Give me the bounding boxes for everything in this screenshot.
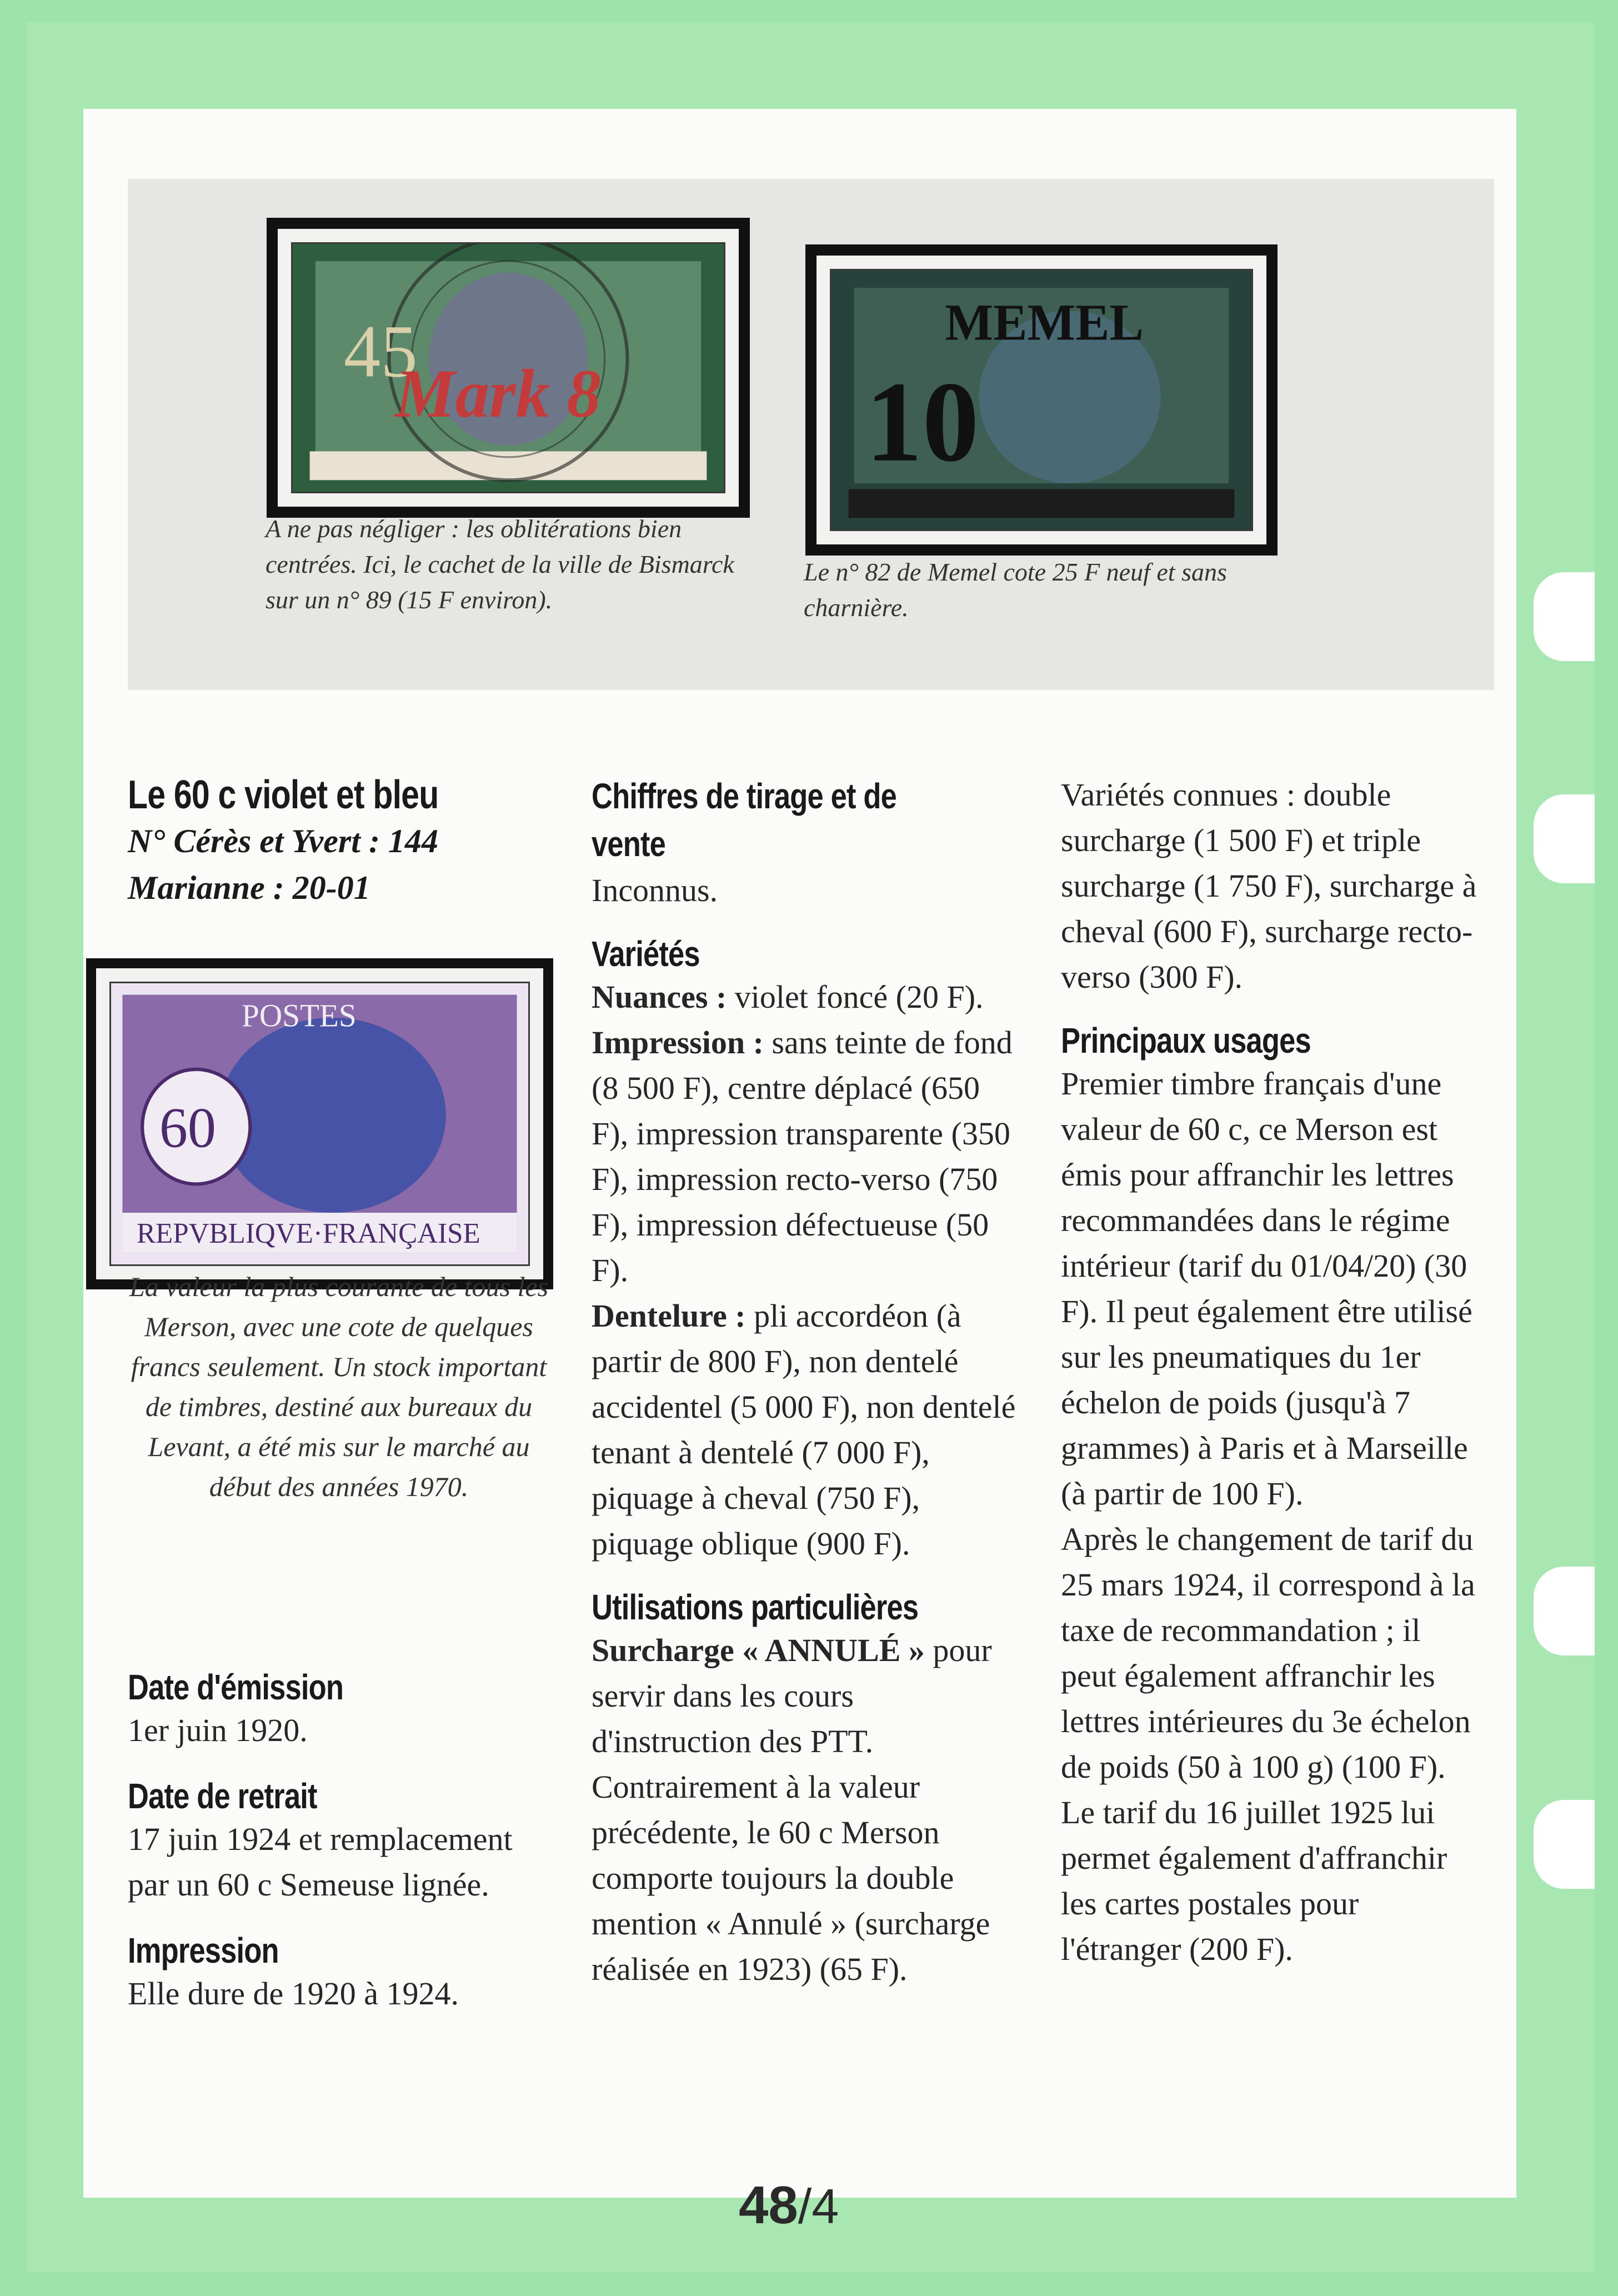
impression-paragraph: [592, 1020, 1019, 1293]
stamp-60c-drawing: [111, 983, 528, 1264]
stamp-bismarck-overprint: Mark 8: [394, 355, 601, 432]
caption-bismarck: A ne pas négliger : les oblitérations bien centrées. Ici, le cachet de la ville de Bismarck sur un n° 89 (15 F environ).: [266, 514, 734, 614]
emission-text: 1er juin 1920.: [128, 1712, 308, 1748]
surcharge-paragraph: [592, 1628, 1019, 1992]
marianne-number: Marianne : 20-01: [128, 869, 370, 906]
column-2: [592, 772, 1019, 1992]
impression-heading: Impression: [128, 1930, 279, 1970]
usages-paragraph-1: Premier timbre français d'une valeur de 60 c, ce Merson est émis pour affranchir les lettres recommandées dans le régime intérieur (tarif du 01/04/20) (30 F). Il peut également être utilisé sur les pneumatiques du 1er échelon de poids (jusqu'à 7 grammes) à Paris et à Marseille (à partir de 100 F).: [1061, 1066, 1472, 1512]
caption-60c: La valeur la plus courante de tous les Merson, avec une cote de quelques francs seulement. Un stock important de timbres, destiné aux bureaux du Levant, a été mis sur le marché au début des années 1970.: [129, 1271, 549, 1502]
stamp-60c-country: REPVBLIQVE·FRANÇAISE: [136, 1217, 480, 1249]
usages-paragraph-2: Après le changement de tarif du 25 mars 1924, il correspond à la taxe de recommandation ; il peut également affranchir les lettres intérieures du 3e échelon de poids (50 à 100 g) (100 F).: [1061, 1521, 1475, 1785]
binder-hole-3: [1534, 1567, 1595, 1655]
binder-hole-1: [1534, 572, 1595, 661]
stamp-image-bismarck: [267, 218, 750, 518]
stamp-60c-value: 60: [159, 1096, 217, 1160]
nuances-text: violet foncé (20 F).: [734, 979, 984, 1015]
svg-text:45: 45: [343, 309, 418, 393]
binder-hole-4: [1534, 1800, 1595, 1889]
column-1-lower: [128, 1667, 555, 2017]
column-1: [128, 772, 555, 911]
usages-paragraph-3: Le tarif du 16 juillet 1925 lui permet également d'affranchir les cartes postales pour l'étranger (200 F).: [1061, 1794, 1447, 1967]
chiffres-heading: Chiffres de tirage et de vente: [592, 776, 896, 864]
page-number-sub: 4: [811, 2179, 839, 2234]
title-60c: Le 60 c violet et bleu: [128, 773, 439, 817]
usages-heading: Principaux usages: [1061, 1021, 1311, 1061]
retrait-heading: Date de retrait: [128, 1776, 317, 1816]
stamp-bismarck-drawing: [293, 244, 724, 492]
stamp-image-memel: [805, 244, 1278, 556]
caption-memel: Le n° 82 de Memel cote 25 F neuf et sans charnière.: [804, 558, 1227, 622]
page-number-sep: /: [798, 2179, 812, 2234]
stamp-memel-drawing: [831, 271, 1251, 529]
impression-text: Elle dure de 1920 à 1924.: [128, 1975, 459, 2012]
varietes-connues-text: Variétés connues : double surcharge (1 500 F) et triple surcharge (1 750 F), surcharge à cheval (600 F), surcharge recto-verso (300 F).: [1061, 777, 1477, 995]
surcharge-label: Surcharge « ANNULÉ »: [592, 1632, 925, 1668]
emission-heading: Date d'émission: [128, 1667, 344, 1707]
page-number: [739, 2175, 839, 2236]
column-3: [1061, 772, 1483, 1972]
utilisations-heading: Utilisations particulières: [592, 1587, 919, 1627]
dentelure-label: Dentelure :: [592, 1298, 746, 1334]
svg-text:10: 10: [865, 358, 979, 486]
impression-detail: sans teinte de fond (8 500 F), centre déplacé (650 F), impression transparente (350 F), impression recto-verso (750 F), impression défectueuse (50 F).: [592, 1024, 1013, 1288]
stamp-image-60c: [86, 958, 553, 1289]
stamp-60c-postes: POSTES: [242, 998, 357, 1034]
page-number-main: 48: [739, 2175, 798, 2235]
chiffres-text: Inconnus.: [592, 872, 718, 908]
varietes-heading: Variétés: [592, 934, 700, 974]
retrait-text: 17 juin 1924 et remplacement par un 60 c Semeuse lignée.: [128, 1821, 513, 1903]
dentelure-paragraph: [592, 1293, 1019, 1567]
impression-label: Impression :: [592, 1024, 764, 1061]
nuances-paragraph: [592, 974, 1019, 1020]
surcharge-text: pour servir dans les cours d'instruction des PTT. Contrairement à la valeur précédente, le 60 c Merson comporte toujours la double mention « Annulé » (surcharge réalisée en 1923) (65 F).: [592, 1632, 992, 1987]
ceres-number: N° Cérès et Yvert : 144: [128, 823, 438, 859]
stamp-memel-overprint: MEMEL: [945, 294, 1144, 352]
nuances-label: Nuances :: [592, 979, 727, 1015]
binder-hole-2: [1534, 794, 1595, 883]
dentelure-text: pli accordéon (à partir de 800 F), non dentelé accidentel (5 000 F), non dentelé tenant à dentelé (7 000 F), piquage à cheval (750 F), piquage oblique (900 F).: [592, 1298, 1016, 1562]
